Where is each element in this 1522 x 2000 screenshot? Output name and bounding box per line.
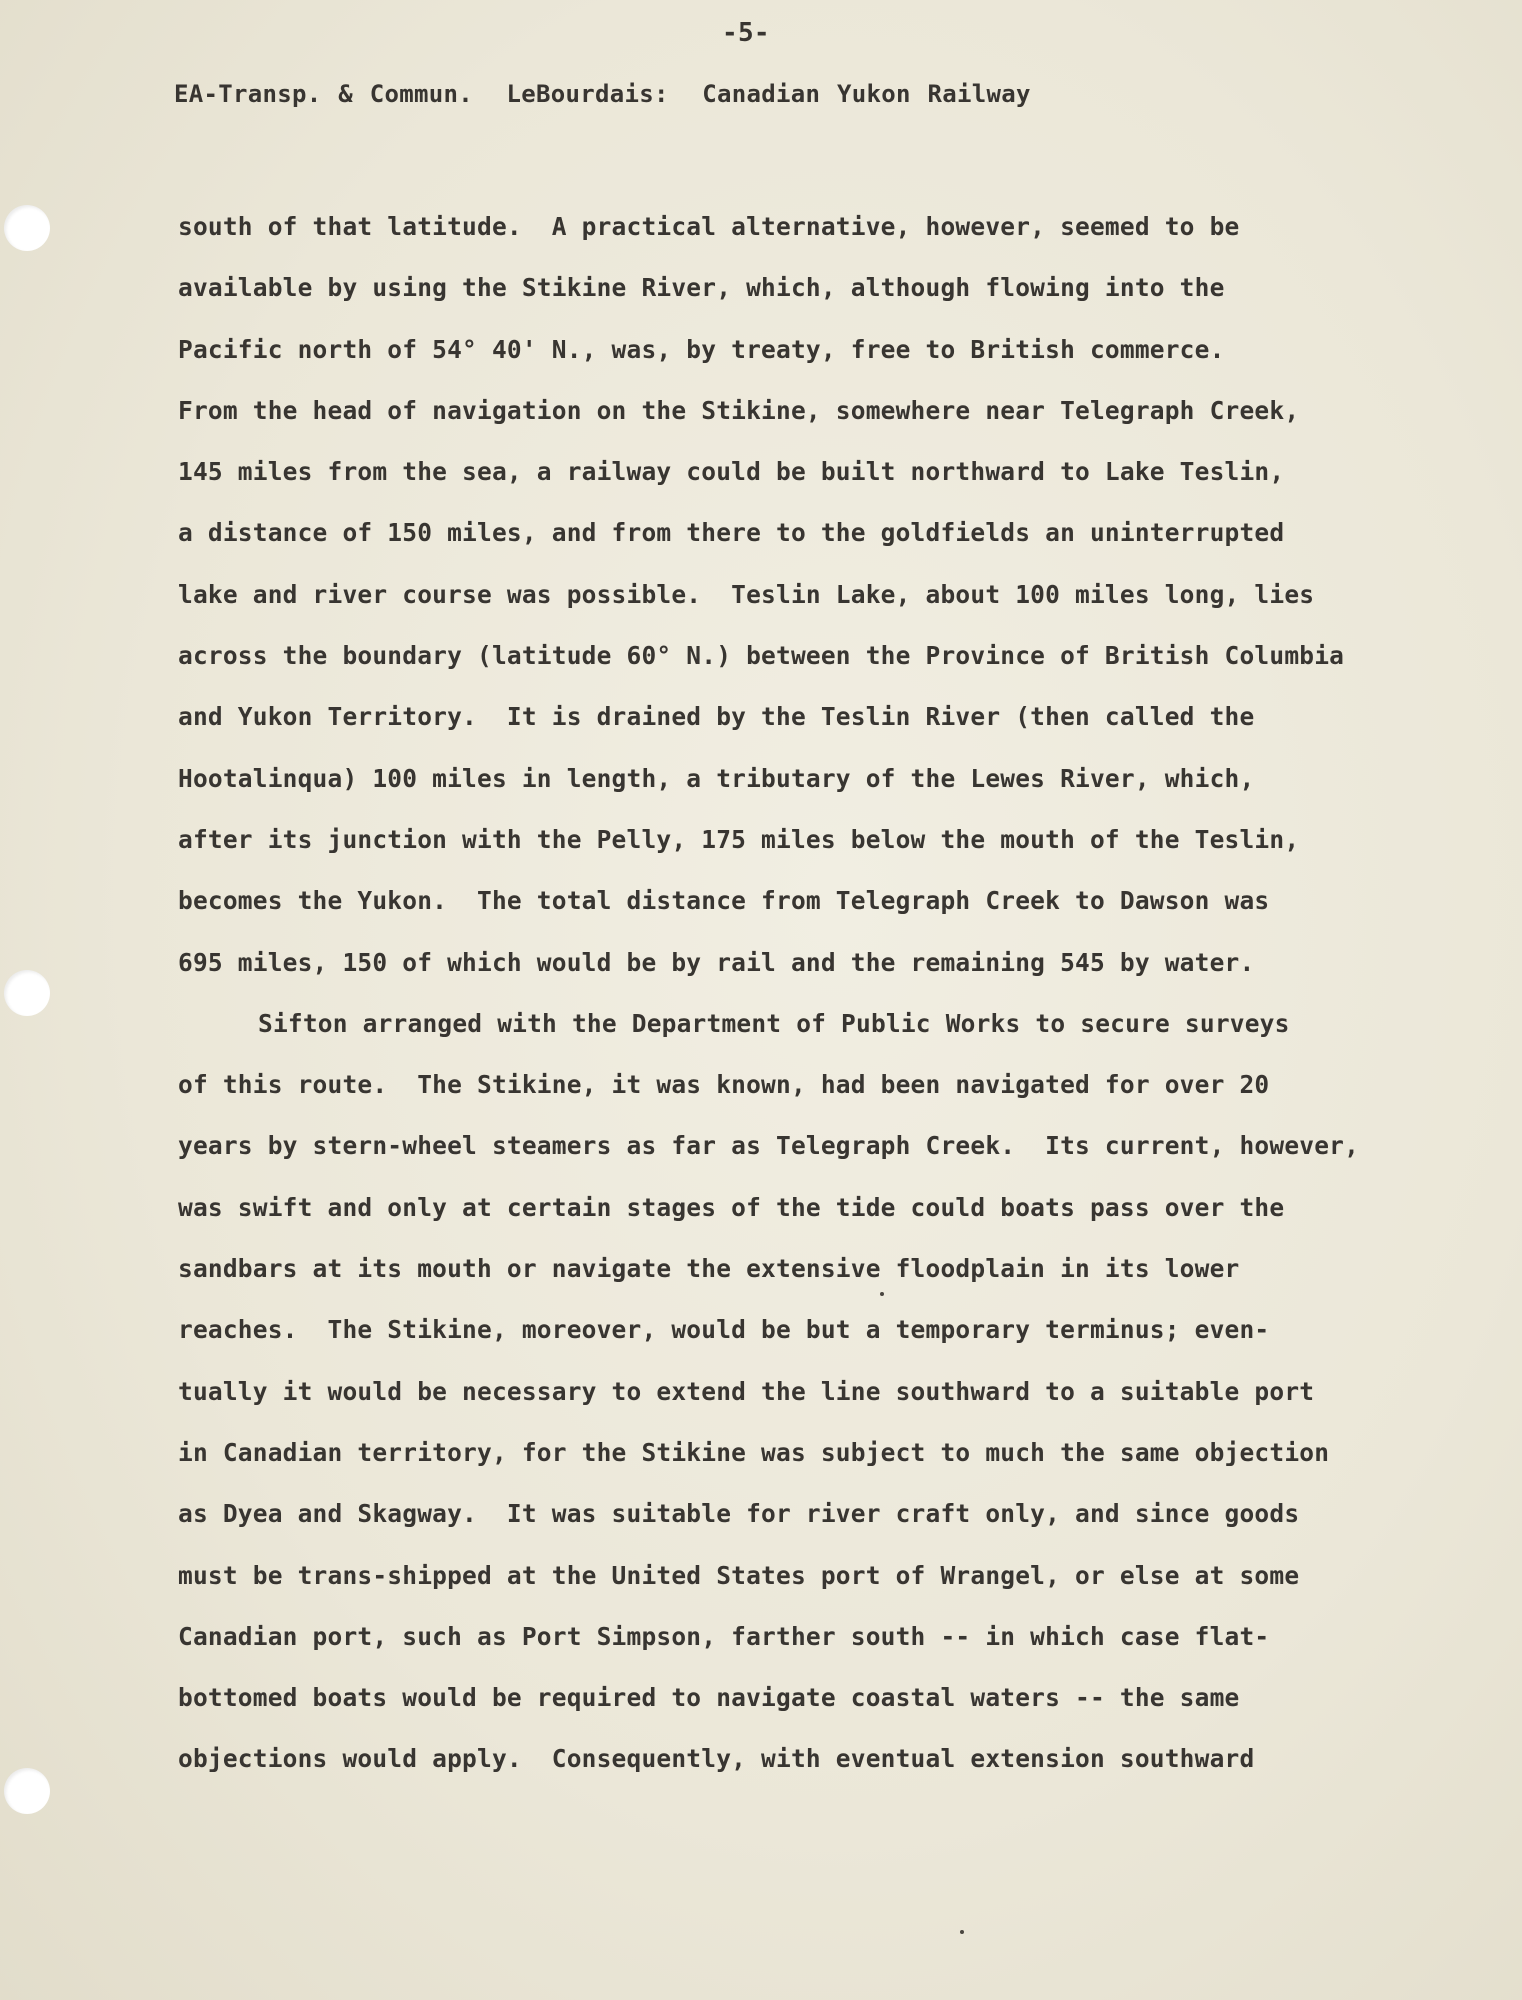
text-line: tually it would be necessary to extend the line southward to a suitable port — [178, 1376, 1315, 1406]
punch-hole-middle — [4, 970, 50, 1016]
text-line: sandbars at its mouth or navigate the extensive floodplain in its lower — [178, 1254, 1240, 1284]
text-line: lake and river course was possible. Teslin Lake, about 100 miles long, lies — [178, 579, 1315, 609]
text-line: Canadian port, such as Port Simpson, farther south -- in which case flat- — [178, 1621, 1270, 1651]
text-line: must be trans-shipped at the United States port of Wrangel, or else at some — [178, 1560, 1300, 1590]
text-line: Hootalinqua) 100 miles in length, a tributary of the Lewes River, which, — [178, 763, 1255, 793]
text-line: after its junction with the Pelly, 175 miles below the mouth of the Teslin, — [178, 824, 1300, 854]
text-line: From the head of navigation on the Stikine, somewhere near Telegraph Creek, — [178, 395, 1300, 425]
text-line: was swift and only at certain stages of the tide could boats pass over the — [178, 1192, 1285, 1222]
text-line: as Dyea and Skagway. It was suitable for river craft only, and since goods — [178, 1499, 1300, 1529]
punch-hole-bottom — [4, 1768, 50, 1814]
text-line: becomes the Yukon. The total distance from Telegraph Creek to Dawson was — [178, 886, 1270, 916]
text-line: south of that latitude. A practical alternative, however, seemed to be — [178, 212, 1240, 241]
text-line: years by stern-wheel steamers as far as Telegraph Creek. Its current, however, — [178, 1131, 1360, 1161]
text-line: Pacific north of 54° 40' N., was, by treaty, free to British commerce. — [178, 334, 1225, 364]
text-line: bottomed boats would be required to navigate coastal waters -- the same — [178, 1683, 1240, 1713]
paper-speck — [960, 1930, 964, 1934]
text-line: objections would apply. Consequently, with eventual extension southward — [178, 1744, 1255, 1774]
text-line-indented: Sifton arranged with the Department of Public Works to secure surveys — [258, 1008, 1290, 1038]
text-line: of this route. The Stikine, it was known, had been navigated for over 20 — [178, 1070, 1270, 1100]
paper-speck — [880, 1292, 884, 1296]
body-text — [178, 196, 1359, 1790]
text-line: across the boundary (latitude 60° N.) between the Province of British Columbia — [178, 641, 1345, 671]
text-line: a distance of 150 miles, and from there to the goldfields an uninterrupted — [178, 518, 1285, 548]
text-line: reaches. The Stikine, moreover, would be but a temporary terminus; even- — [178, 1315, 1270, 1345]
text-line: and Yukon Territory. It is drained by the Teslin River (then called the — [178, 702, 1255, 732]
text-line: in Canadian territory, for the Stikine was subject to much the same objection — [178, 1437, 1330, 1467]
page-number: -5- — [722, 18, 770, 48]
text-line: 695 miles, 150 of which would be by rail and the remaining 545 by water. — [178, 947, 1255, 977]
running-header: EA-Transp. & Commun. LeBourdais: Canadian Yukon Railway — [174, 80, 1031, 108]
text-line: 145 miles from the sea, a railway could be built northward to Lake Teslin, — [178, 457, 1285, 487]
punch-hole-top — [4, 205, 50, 251]
text-line: available by using the Stikine River, which, although flowing into the — [178, 273, 1225, 303]
